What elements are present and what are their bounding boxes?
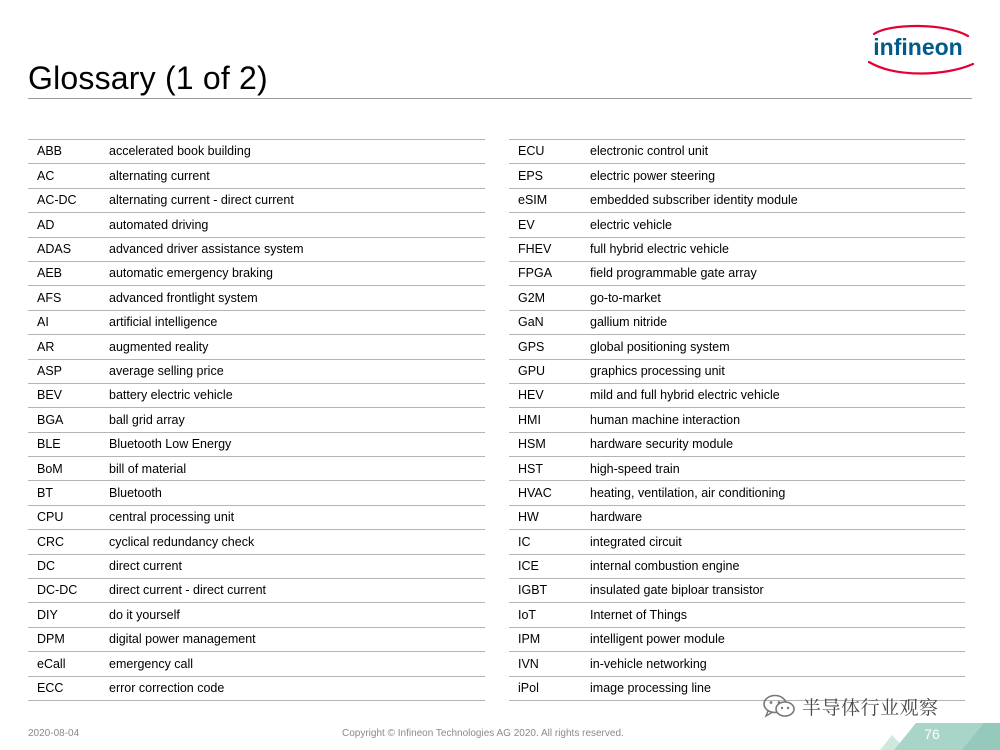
abbreviation-cell: IVN [509,652,581,676]
abbreviation-cell: CPU [28,505,100,529]
definition-cell: artificial intelligence [100,310,485,334]
abbreviation-cell: ABB [28,140,100,164]
definition-cell: insulated gate biploar transistor [581,579,965,603]
abbreviation-cell: HVAC [509,481,581,505]
table-row [509,359,965,383]
footer-date: 2020-08-04 [28,728,80,739]
table-row [509,188,965,212]
abbreviation-cell: BEV [28,383,100,407]
definition-cell: internal combustion engine [581,554,965,578]
table-row [509,652,965,676]
definition-cell: Bluetooth [100,481,485,505]
definition-cell: gallium nitride [581,310,965,334]
abbreviation-cell: GPU [509,359,581,383]
definition-cell: image processing line [581,676,965,700]
abbreviation-cell: BGA [28,408,100,432]
definition-cell: automatic emergency braking [100,261,485,285]
abbreviation-cell: AD [28,213,100,237]
abbreviation-cell: HEV [509,383,581,407]
abbreviation-cell: CRC [28,530,100,554]
definition-cell: automated driving [100,213,485,237]
table-row [509,432,965,456]
table-row [28,530,485,554]
table-row [509,140,965,164]
definition-cell: high-speed train [581,457,965,481]
definition-cell: full hybrid electric vehicle [581,237,965,261]
table-row [28,359,485,383]
definition-cell: heating, ventilation, air conditioning [581,481,965,505]
definition-cell: hardware security module [581,432,965,456]
logo-wordmark: infineon [873,34,963,60]
table-row [509,335,965,359]
definition-cell: bill of material [100,457,485,481]
definition-cell: battery electric vehicle [100,383,485,407]
table-row [509,554,965,578]
footer-copyright: Copyright © Infineon Technologies AG 2020. All rights reserved. [342,728,624,739]
abbreviation-cell: ECC [28,676,100,700]
abbreviation-cell: GPS [509,335,581,359]
table-row [28,408,485,432]
table-row [28,652,485,676]
table-row [28,579,485,603]
abbreviation-cell: BoM [28,457,100,481]
infineon-logo [860,22,976,78]
definition-cell: graphics processing unit [581,359,965,383]
watermark-text: 半导体行业观察 [802,696,939,719]
table-row [28,335,485,359]
table-row [509,408,965,432]
table-row [509,310,965,334]
abbreviation-cell: AI [28,310,100,334]
definition-cell: in-vehicle networking [581,652,965,676]
table-row [28,140,485,164]
definition-cell: accelerated book building [100,140,485,164]
table-row [509,457,965,481]
definition-cell: do it yourself [100,603,485,627]
table-row [509,530,965,554]
definition-cell: Internet of Things [581,603,965,627]
table-row [28,676,485,700]
abbreviation-cell: HW [509,505,581,529]
definition-cell: intelligent power module [581,627,965,651]
definition-cell: average selling price [100,359,485,383]
page-number: 76 [924,726,940,742]
table-row [509,286,965,310]
definition-cell: augmented reality [100,335,485,359]
table-row [509,164,965,188]
abbreviation-cell: DPM [28,627,100,651]
definition-cell: alternating current - direct current [100,188,485,212]
table-row [28,505,485,529]
abbreviation-cell: BLE [28,432,100,456]
abbreviation-cell: ECU [509,140,581,164]
table-row [509,237,965,261]
table-row [28,164,485,188]
definition-cell: go-to-market [581,286,965,310]
abbreviation-cell: ASP [28,359,100,383]
abbreviation-cell: AC-DC [28,188,100,212]
table-row [28,383,485,407]
definition-cell: direct current [100,554,485,578]
definition-cell: ball grid array [100,408,485,432]
abbreviation-cell: EV [509,213,581,237]
glossary-table-right [509,139,965,701]
table-row [28,237,485,261]
abbreviation-cell: eSIM [509,188,581,212]
abbreviation-cell: HSM [509,432,581,456]
table-row [509,627,965,651]
abbreviation-cell: DC [28,554,100,578]
table-row [28,286,485,310]
table-row [28,627,485,651]
definition-cell: error correction code [100,676,485,700]
definition-cell: cyclical redundancy check [100,530,485,554]
abbreviation-cell: FHEV [509,237,581,261]
table-row [509,213,965,237]
abbreviation-cell: DIY [28,603,100,627]
definition-cell: emergency call [100,652,485,676]
abbreviation-cell: iPol [509,676,581,700]
table-row [28,481,485,505]
definition-cell: digital power management [100,627,485,651]
definition-cell: global positioning system [581,335,965,359]
abbreviation-cell: AR [28,335,100,359]
title-divider [28,98,972,99]
abbreviation-cell: AFS [28,286,100,310]
abbreviation-cell: AEB [28,261,100,285]
abbreviation-cell: FPGA [509,261,581,285]
definition-cell: central processing unit [100,505,485,529]
definition-cell: advanced driver assistance system [100,237,485,261]
abbreviation-cell: DC-DC [28,579,100,603]
wechat-icon [762,693,796,719]
abbreviation-cell: IPM [509,627,581,651]
table-row [509,579,965,603]
table-row [28,554,485,578]
table-row [28,432,485,456]
table-row [28,310,485,334]
table-row [28,457,485,481]
page-title: Glossary (1 of 2) [28,60,268,96]
abbreviation-cell: G2M [509,286,581,310]
table-row [28,213,485,237]
definition-cell: advanced frontlight system [100,286,485,310]
abbreviation-cell: IoT [509,603,581,627]
abbreviation-cell: IGBT [509,579,581,603]
definition-cell: direct current - direct current [100,579,485,603]
definition-cell: field programmable gate array [581,261,965,285]
definition-cell: human machine interaction [581,408,965,432]
definition-cell: embedded subscriber identity module [581,188,965,212]
abbreviation-cell: ICE [509,554,581,578]
definition-cell: electronic control unit [581,140,965,164]
abbreviation-cell: GaN [509,310,581,334]
table-row [509,261,965,285]
table-row [28,603,485,627]
table-row [509,505,965,529]
table-row [509,603,965,627]
abbreviation-cell: EPS [509,164,581,188]
definition-cell: electric vehicle [581,213,965,237]
abbreviation-cell: IC [509,530,581,554]
table-row [28,261,485,285]
definition-cell: hardware [581,505,965,529]
definition-cell: alternating current [100,164,485,188]
definition-cell: integrated circuit [581,530,965,554]
abbreviation-cell: HST [509,457,581,481]
abbreviation-cell: BT [28,481,100,505]
abbreviation-cell: HMI [509,408,581,432]
abbreviation-cell: AC [28,164,100,188]
abbreviation-cell: eCall [28,652,100,676]
definition-cell: Bluetooth Low Energy [100,432,485,456]
table-row [509,383,965,407]
definition-cell: electric power steering [581,164,965,188]
table-row [509,481,965,505]
abbreviation-cell: ADAS [28,237,100,261]
definition-cell: mild and full hybrid electric vehicle [581,383,965,407]
table-row [28,188,485,212]
glossary-table-left [28,139,485,701]
